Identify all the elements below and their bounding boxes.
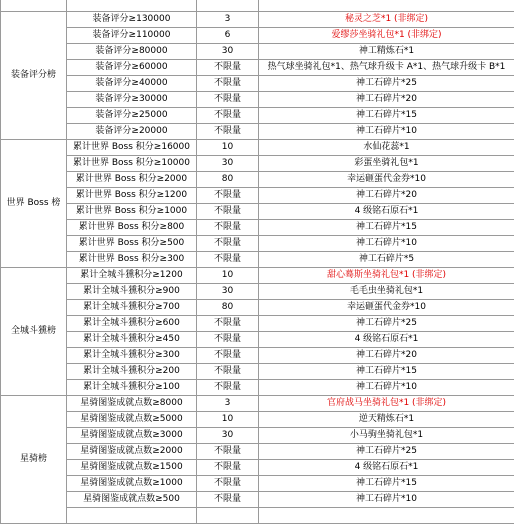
table-row: [1, 300, 514, 316]
condition-cell: 装备评分≥40000: [67, 76, 197, 92]
reward-cell: 幸运砸蛋代金券*10: [259, 172, 514, 188]
condition-cell: 装备评分≥110000: [67, 28, 197, 44]
limit-cell: 不限量: [197, 204, 259, 220]
reward-cell: 神工石碎片*10: [259, 492, 514, 508]
reward-cell: 神工石碎片*5: [259, 252, 514, 268]
table-row: [1, 348, 514, 364]
table-row: [1, 156, 514, 172]
table-row: [1, 60, 514, 76]
condition-cell: 累计世界 Boss 积分≥500: [67, 236, 197, 252]
table-row: [1, 140, 514, 156]
condition-cell: 装备评分≥80000: [67, 44, 197, 60]
reward-cell: 热气球坐骑礼包*1、热气球升级卡 A*1、热气球升级卡 B*1: [259, 60, 514, 76]
limit-cell: 不限量: [197, 92, 259, 108]
limit-cell: [197, 508, 259, 524]
limit-cell: 6: [197, 28, 259, 44]
table-row: [1, 124, 514, 140]
reward-cell: 神工石碎片*15: [259, 220, 514, 236]
table-row: [1, 76, 514, 92]
reward-cell: 神工石碎片*20: [259, 188, 514, 204]
condition-cell: 星骑图鉴成就点数≥8000: [67, 396, 197, 412]
table-row: [1, 476, 514, 492]
reward-cell: 水仙花蕊*1: [259, 140, 514, 156]
table-row: [1, 396, 514, 412]
table-row: [1, 364, 514, 380]
table-row: [1, 460, 514, 476]
reward-cell: 小马驹坐骑礼包*1: [259, 428, 514, 444]
table-row: [1, 0, 514, 12]
condition-cell: 装备评分≥60000: [67, 60, 197, 76]
condition-cell: 累计世界 Boss 积分≥300: [67, 252, 197, 268]
condition-cell: 星骑图鉴成就点数≥1000: [67, 476, 197, 492]
table-row: [1, 252, 514, 268]
reward-cell: 逆天精炼石*1: [259, 412, 514, 428]
limit-cell: 不限量: [197, 364, 259, 380]
reward-cell: 神工石碎片*15: [259, 364, 514, 380]
table-row: [1, 204, 514, 220]
table-row: [1, 428, 514, 444]
table-row: [1, 236, 514, 252]
condition-cell: 累计全城斗獯积分≥300: [67, 348, 197, 364]
reward-cell: 神工石碎片*10: [259, 124, 514, 140]
reward-cell: 毛毛虫坐骑礼包*1: [259, 284, 514, 300]
table-row: [1, 444, 514, 460]
reward-cell: 神工石碎片*20: [259, 348, 514, 364]
condition-cell: 累计全城斗獯积分≥200: [67, 364, 197, 380]
condition-cell: 装备评分≥130000: [67, 12, 197, 28]
limit-cell: 不限量: [197, 188, 259, 204]
table-row: [1, 412, 514, 428]
condition-cell: 星骑图鉴成就点数≥2000: [67, 444, 197, 460]
condition-cell: 星骑图鉴成就点数≥5000: [67, 412, 197, 428]
reward-cell: 秘灵之芝*1 (非绑定): [259, 12, 514, 28]
condition-cell: 累计全城斗獯积分≥100: [67, 380, 197, 396]
condition-cell: 装备评分≥20000: [67, 124, 197, 140]
reward-cell: 神工石碎片*15: [259, 476, 514, 492]
limit-cell: 10: [197, 412, 259, 428]
limit-cell: 不限量: [197, 444, 259, 460]
table-row: [1, 172, 514, 188]
table-row: [1, 12, 514, 28]
reward-cell: 4 级铭石原石*1: [259, 460, 514, 476]
limit-cell: 不限量: [197, 476, 259, 492]
reward-cell: 4 级铭石原石*1: [259, 332, 514, 348]
limit-cell: [197, 0, 259, 12]
condition-cell: 星骑图鉴成就点数≥500: [67, 492, 197, 508]
category-cell: 世界 Boss 榜: [1, 140, 67, 268]
condition-cell: 累计世界 Boss 积分≥800: [67, 220, 197, 236]
condition-cell: 累计全城斗獯积分≥900: [67, 284, 197, 300]
table-row: [1, 44, 514, 60]
reward-cell: 神工石碎片*10: [259, 380, 514, 396]
reward-cell: 爱缪莎坐骑礼包*1 (非绑定): [259, 28, 514, 44]
reward-cell: 神工石碎片*25: [259, 444, 514, 460]
limit-cell: 不限量: [197, 108, 259, 124]
limit-cell: 不限量: [197, 252, 259, 268]
table-row: [1, 316, 514, 332]
condition-cell: 星骑图鉴成就点数≥3000: [67, 428, 197, 444]
limit-cell: 3: [197, 396, 259, 412]
limit-cell: 30: [197, 284, 259, 300]
limit-cell: 10: [197, 268, 259, 284]
table-row: [1, 284, 514, 300]
condition-cell: 星骑图鉴成就点数≥1500: [67, 460, 197, 476]
reward-cell: 神工石碎片*25: [259, 316, 514, 332]
condition-cell: 累计世界 Boss 积分≥1200: [67, 188, 197, 204]
reward-table-body: [1, 0, 514, 524]
condition-cell: [67, 508, 197, 524]
table-row: [1, 380, 514, 396]
condition-cell: 装备评分≥30000: [67, 92, 197, 108]
condition-cell: 累计世界 Boss 积分≥2000: [67, 172, 197, 188]
condition-cell: 累计世界 Boss 积分≥1000: [67, 204, 197, 220]
table-row: [1, 508, 514, 524]
limit-cell: 不限量: [197, 348, 259, 364]
limit-cell: 不限量: [197, 124, 259, 140]
limit-cell: 不限量: [197, 236, 259, 252]
limit-cell: 不限量: [197, 380, 259, 396]
reward-cell: [259, 508, 514, 524]
condition-cell: 累计全城斗獯积分≥1200: [67, 268, 197, 284]
condition-cell: 装备评分≥25000: [67, 108, 197, 124]
condition-cell: 累计全城斗獯积分≥600: [67, 316, 197, 332]
condition-cell: 累计全城斗獯积分≥700: [67, 300, 197, 316]
table-row: [1, 220, 514, 236]
reward-cell: 神工石碎片*15: [259, 108, 514, 124]
reward-cell: 彩蛋坐骑礼包*1: [259, 156, 514, 172]
category-cell: 星骑榜: [1, 396, 67, 524]
reward-cell: 神工石碎片*10: [259, 236, 514, 252]
reward-cell: 甜心蓦斯坐骑礼包*1 (非绑定): [259, 268, 514, 284]
reward-cell: 神工石碎片*25: [259, 76, 514, 92]
condition-cell: [67, 0, 197, 12]
reward-cell: 幸运砸蛋代金券*10: [259, 300, 514, 316]
table-row: [1, 92, 514, 108]
table-row: [1, 28, 514, 44]
condition-cell: 累计全城斗獯积分≥450: [67, 332, 197, 348]
limit-cell: 不限量: [197, 492, 259, 508]
condition-cell: 累计世界 Boss 积分≥10000: [67, 156, 197, 172]
category-cell: 全城斗獯榜: [1, 268, 67, 396]
limit-cell: 不限量: [197, 76, 259, 92]
condition-cell: 累计世界 Boss 积分≥16000: [67, 140, 197, 156]
table-row: [1, 188, 514, 204]
reward-cell: 官府战马坐骑礼包*1 (非绑定): [259, 396, 514, 412]
table-row: [1, 108, 514, 124]
reward-cell: 神工石碎片*20: [259, 92, 514, 108]
limit-cell: 80: [197, 300, 259, 316]
reward-cell: 4 级铭石原石*1: [259, 204, 514, 220]
limit-cell: 30: [197, 156, 259, 172]
limit-cell: 不限量: [197, 316, 259, 332]
limit-cell: 3: [197, 12, 259, 28]
reward-cell: 神工精炼石*1: [259, 44, 514, 60]
limit-cell: 30: [197, 44, 259, 60]
reward-cell: [259, 0, 514, 12]
table-row: [1, 268, 514, 284]
limit-cell: 不限量: [197, 60, 259, 76]
table-row: [1, 332, 514, 348]
limit-cell: 80: [197, 172, 259, 188]
limit-cell: 不限量: [197, 220, 259, 236]
category-cell: [1, 0, 67, 12]
limit-cell: 不限量: [197, 332, 259, 348]
limit-cell: 10: [197, 140, 259, 156]
limit-cell: 不限量: [197, 460, 259, 476]
category-cell: 装备评分榜: [1, 12, 67, 140]
limit-cell: 30: [197, 428, 259, 444]
